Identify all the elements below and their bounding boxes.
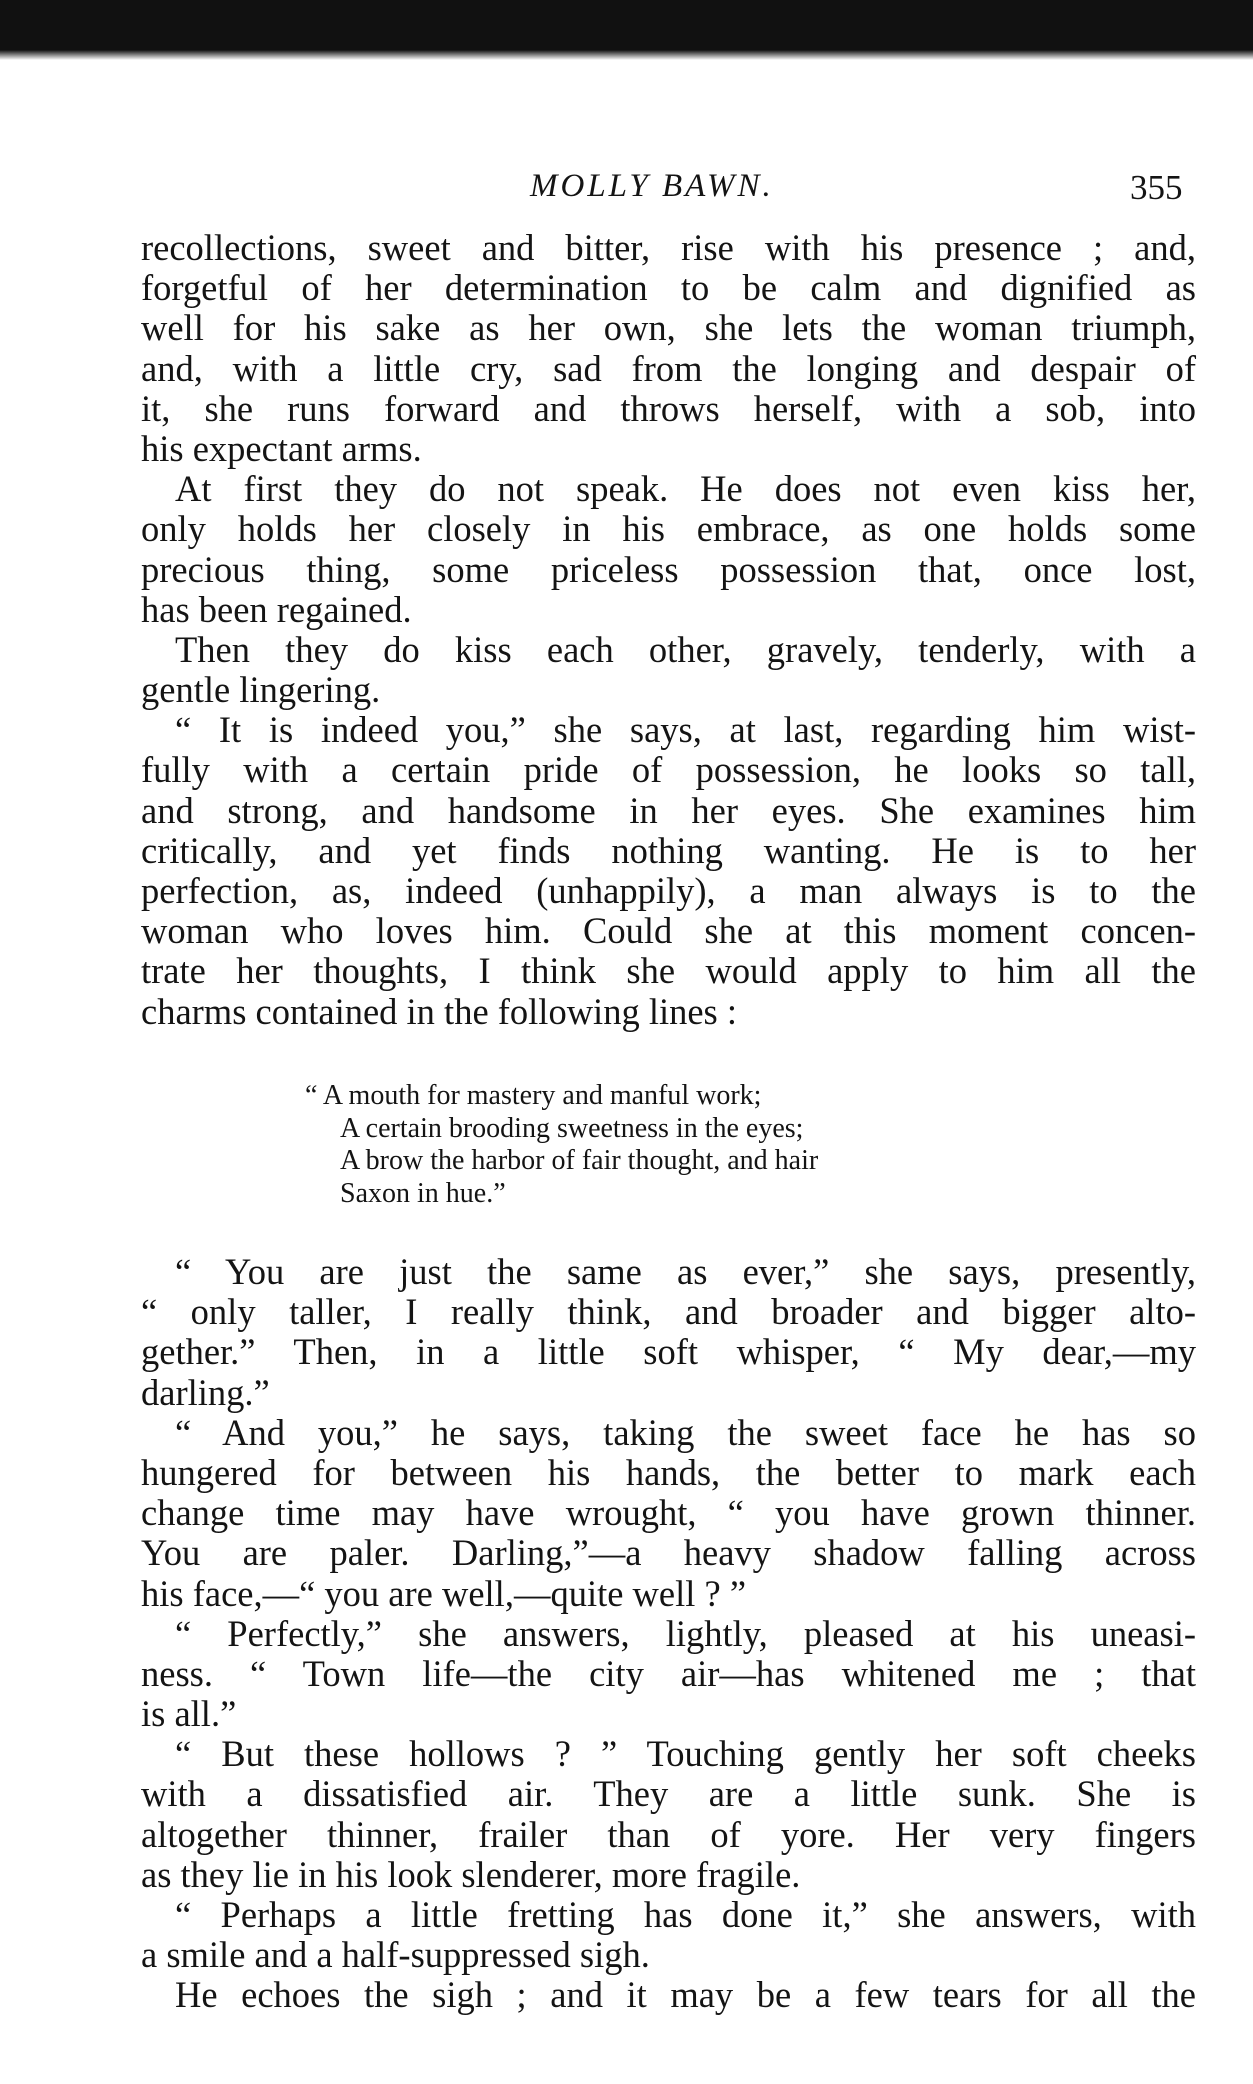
text-line: his face,—“ you are well,—quite well ? ”: [141, 1572, 747, 1614]
text-line: trate her thoughts, I think she would apply to him all the: [141, 950, 1196, 992]
text-line: ness. “ Town life—the city air—has whitened me ; that: [141, 1652, 1196, 1694]
text-line: “ But these hollows ? ” Touching gently her soft cheeks: [175, 1733, 1196, 1775]
text-line: his expectant arms.: [141, 427, 422, 469]
text-line: “ Perfectly,” she answers, lightly, pleased at his uneasi-: [175, 1612, 1196, 1654]
text-line: recollections, sweet and bitter, rise with his presence ; and,: [141, 227, 1196, 268]
text-line: it, she runs forward and throws herself, with a sob, into: [141, 387, 1196, 429]
text-line: and, with a little cry, sad from the longing and despair of: [141, 347, 1196, 389]
verse-line: Saxon in hue.”: [340, 1177, 506, 1209]
text-line: a smile and a half-suppressed sigh.: [141, 1934, 650, 1976]
verse-line: “ A mouth for mastery and manful work;: [305, 1080, 762, 1111]
text-line: “ You are just the same as ever,” she says, presently,: [175, 1251, 1196, 1292]
body-text: [141, 228, 1196, 1032]
verse-line: A brow the harbor of fair thought, and hair: [340, 1145, 819, 1176]
text-line: “ Perhaps a little fretting has done it,” she answers, with: [175, 1894, 1196, 1935]
text-line: with a dissatisfied air. They are a little sunk. She is: [141, 1773, 1196, 1815]
text-line: hungered for between his hands, the better to mark each: [141, 1451, 1196, 1493]
text-line: has been regained.: [141, 588, 412, 630]
text-line: change time may have wrought, “ you have grown thinner.: [141, 1492, 1196, 1534]
verse-line: A certain brooding sweetness in the eyes;: [340, 1112, 804, 1144]
text-line: as they lie in his look slenderer, more fragile.: [141, 1853, 801, 1895]
text-line: “ It is indeed you,” she says, at last, regarding him wist-: [175, 709, 1196, 751]
text-line: is all.”: [141, 1693, 237, 1735]
text-line: darling.”: [141, 1371, 270, 1413]
page-number: 355: [1130, 168, 1183, 207]
text-line: charms contained in the following lines :: [141, 990, 738, 1032]
text-line: perfection, as, indeed (unhappily), a man always is to the: [141, 870, 1196, 911]
text-line: only holds her closely in his embrace, as one holds some: [141, 508, 1196, 550]
text-line: and strong, and handsome in her eyes. She examines him: [141, 789, 1196, 831]
running-title: MOLLY BAWN.: [530, 168, 774, 204]
text-line: woman who loves him. Could she at this moment concen-: [141, 910, 1196, 952]
text-line: precious thing, some priceless possession that, once lost,: [141, 548, 1196, 590]
running-head: [0, 168, 1253, 218]
text-line: You are paler. Darling,”—a heavy shadow falling across: [141, 1532, 1196, 1574]
text-line: altogether thinner, frailer than of yore. Her very fingers: [141, 1813, 1196, 1855]
scan-border-top: [0, 0, 1253, 54]
text-line: “ And you,” he says, taking the sweet face he has so: [175, 1411, 1196, 1453]
text-line: Then they do kiss each other, gravely, tenderly, with a: [175, 628, 1196, 670]
text-line: fully with a certain pride of possession, he looks so tall,: [141, 749, 1196, 791]
text-line: forgetful of her determination to be calm and dignified as: [141, 267, 1196, 309]
text-line: critically, and yet finds nothing wanting. He is to her: [141, 829, 1196, 871]
text-line: gether.” Then, in a little soft whisper, “ My dear,—my: [141, 1331, 1196, 1373]
text-line: well for his sake as her own, she lets the woman triumph,: [141, 307, 1196, 349]
verse-quotation: [305, 1080, 1025, 1210]
scan-border-edge: [0, 50, 1253, 60]
text-line: He echoes the sigh ; and it may be a few tears for all the: [175, 1974, 1196, 2016]
text-line: “ only taller, I really think, and broader and bigger alto-: [141, 1291, 1196, 1333]
body-text-continued: [141, 1252, 1196, 2016]
text-line: gentle lingering.: [141, 669, 381, 711]
text-line: At first they do not speak. He does not even kiss her,: [175, 468, 1196, 510]
